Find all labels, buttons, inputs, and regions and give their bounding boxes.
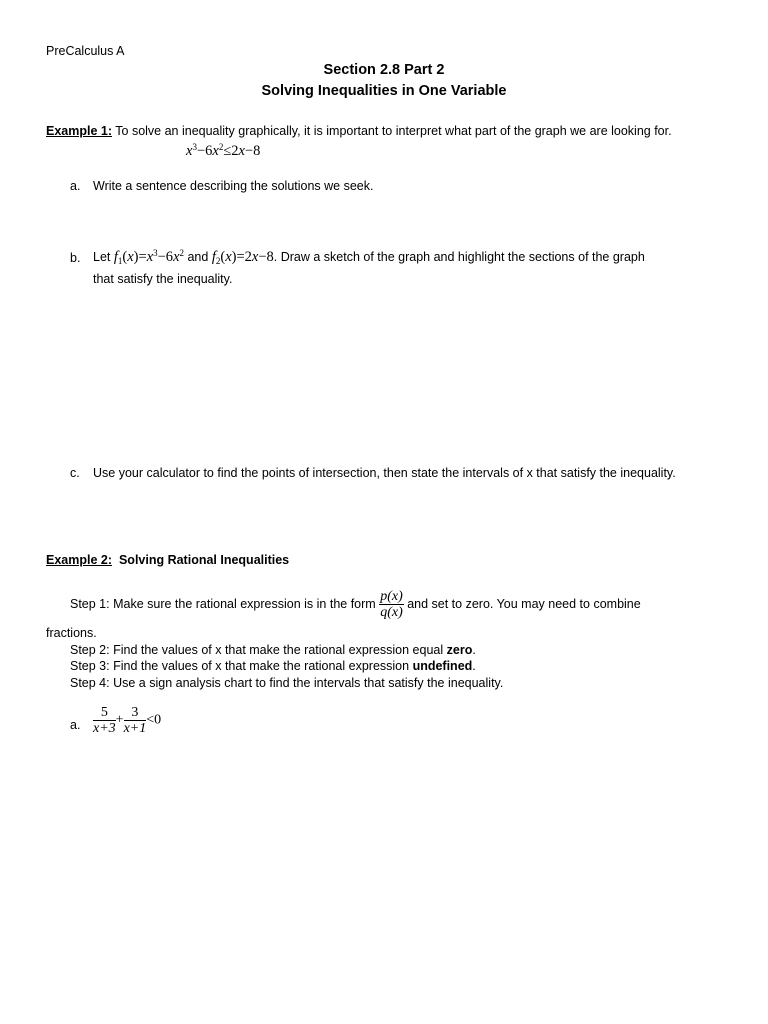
example1-item-b-line2: that satisfy the inequality.: [93, 272, 233, 286]
example1-item-b-label: b.: [70, 251, 81, 265]
example1-text: To solve an inequality graphically, it is important to interpret what part of the graph we are looking for.: [112, 124, 672, 138]
step1-line: Step 1: Make sure the rational expression is in the form $\frac{p(x)}{q(x)}$ and set to zero. You may need to combine: [70, 589, 641, 620]
example1-item-a-label: a.: [70, 179, 81, 193]
example1-item-c-label: c.: [70, 466, 80, 480]
example1-inequality: $x^3-6x^2\le 2x-8$: [186, 142, 261, 159]
section-title: Section 2.8 Part 2: [323, 62, 445, 78]
example2-title: Solving Rational Inequalities: [118, 553, 290, 567]
example1-intro: [46, 124, 672, 138]
example1-item-c-text: Use your calculator to find the points of intersection, then state the intervals of x that satisfy the inequality.: [93, 466, 676, 480]
example2-heading: [46, 553, 289, 567]
fraction-3-over-x-plus-1: $\frac{3}{x+1}$: [123, 705, 147, 736]
step1-continuation: fractions.: [46, 626, 97, 640]
step2-line: Step 2: Find the values of x that make the rational expression equal zero.: [70, 643, 476, 657]
pq-fraction: $\frac{p(x)}{q(x)}$: [380, 589, 403, 620]
example1-label: Example 1:: [46, 124, 113, 138]
step4-line: Step 4: Use a sign analysis chart to find the intervals that satisfy the inequality.: [70, 676, 504, 690]
step3-line: Step 3: Find the values of x that make the rational expression undefined.: [70, 659, 476, 673]
course-name: PreCalculus A: [46, 44, 125, 58]
section-subtitle: Solving Inequalities in One Variable: [261, 83, 507, 99]
example1-item-b-line1: Let $f_1(x)=x^3-6x^2$ and $f_2(x)=2x-8$. Draw a sketch of the graph and highlight the sections of the graph: [93, 248, 645, 266]
example2-item-a-label: a.: [70, 718, 81, 732]
example2-item-a-expression: $\frac{5}{x+3}$ + $\frac{3}{x+1}$ <0: [93, 705, 162, 736]
example1-item-a-text: Write a sentence describing the solutions we seek.: [93, 179, 374, 193]
example2-label: Example 2:: [46, 553, 113, 567]
fraction-5-over-x-plus-3: $\frac{5}{x+3}$: [93, 705, 116, 736]
